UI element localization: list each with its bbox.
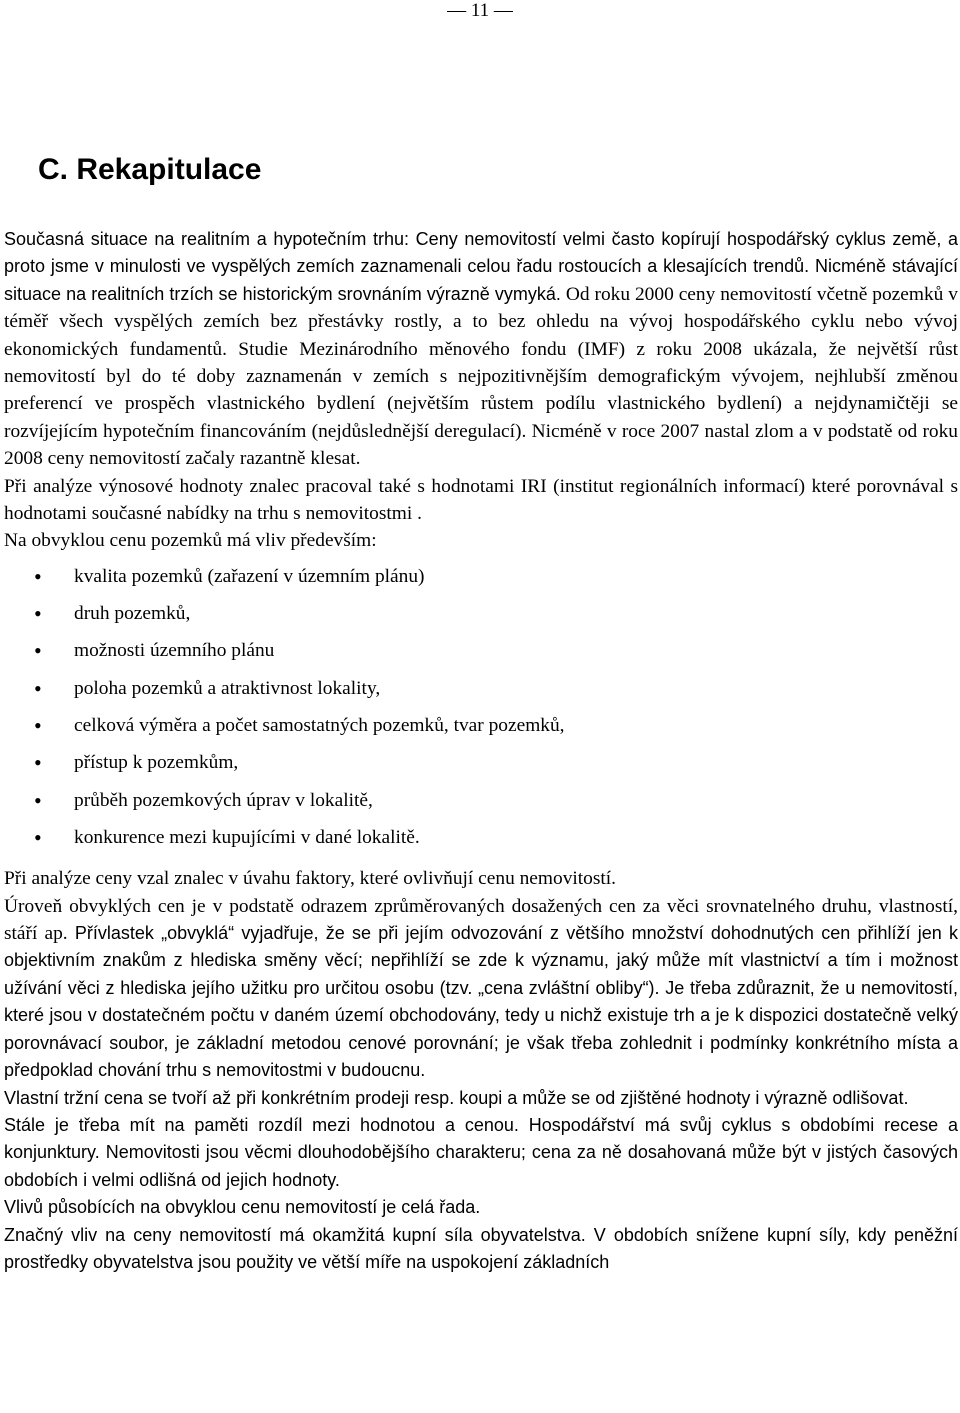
list-item: • možnosti územního plánu <box>4 635 958 672</box>
paragraph-usual-price-text: Úroveň obvyklých cen je v podstatě odrazem zprůměrovaných dosažených cen za věci srovnatelného druhu, vlastností, stáří ap. <box>4 895 958 945</box>
document-body <box>4 226 958 1276</box>
list-item: • kvalita pozemků (zařazení v územním plánu) <box>4 561 958 598</box>
list-item: • druh pozemků, <box>4 598 958 635</box>
list-item: • konkurence mezi kupujícími v dané lokalitě. <box>4 822 958 859</box>
paragraph-factors-intro: Na obvyklou cenu pozemků má vliv především: <box>4 530 377 552</box>
paragraph-price-growth-text: Od roku 2000 ceny nemovitostí včetně pozemků v téměř všech vyspělých zemích bez přestávky rostly, a to bez ohledu na vývoj hospodářského cyklu nebo vývoj ekonomických fundamentů. <box>4 283 958 360</box>
list-item: • celková výměra a počet samostatných pozemků, tvar pozemků, <box>4 710 958 747</box>
paragraph-imf-study-text: Studie Mezinárodního měnového fondu (IMF) z roku 2008 ukázala, že největší růst nemovitostí byl do té doby zaznamenán v zemích s nejpozitivnějším demografickým vývojem, nejhlubší změnou preferencí ve prospěch vlastnického bydlení (největším růstem podílu vlastnického bydlení) a nejdynamičtěji se rozvíjejícím hypotečním financováním (nejdůslednější deregulací). Nicméně v roce 2007 nastal zlom a v podstatě od roku 2008 ceny nemovitostí začaly razantně klesat. <box>4 338 959 470</box>
section-heading: C. Rekapitulace <box>38 153 262 186</box>
paragraph-market-price: Vlastní tržní cena se tvoří až při konkrétním prodeji resp. koupi a může se od zjištěné hodnoty i výrazně odlišovat. <box>4 1087 909 1108</box>
list-item: • průběh pozemkových úprav v lokalitě, <box>4 785 958 822</box>
paragraph-value-vs-price: Stále je třeba mít na paměti rozdíl mezi hodnotou a cenou. Hospodářství má svůj cyklus s obdobími recese a konjunktury. Nemovitosti jsou věcmi dlouhodobějšího charakteru; cena za ně dosahovaná může být v jistých časových obdobích i velmi odlišná od jejich hodnoty. <box>4 1114 958 1190</box>
paragraph-attribute-text: Přívlastek „obvyklá“ vyjadřuje, že se při jejím odvozování z většího množství dohodnutých cen přihlíží jen k objektivním znakům z hlediska směny věcí; nepřihlíží se zde k významu, jaký může mít vlastnictví a tím i možnost užívání věci z hlediska jejího užitku pro určitou osobu (tzv. „cena zvláštní obliby“). Je třeba zdůraznit, že u nemovitostí, které jsou v dostatečném počtu v daném území obchodovány, tedy u nichž existuje trh a je k dispozici dostatečně velký porovnávací soubor, je základní metodou cenové porovnání; je však třeba zohlednit i podmínky konkrétního místa a předpoklad chování trhu s nemovitostmi v budoucnu. <box>4 923 958 1081</box>
paragraph-current-situation <box>4 226 958 473</box>
paragraph-influences: Vlivů působících na obvyklou cenu nemovitostí je celá řada. <box>4 1197 481 1218</box>
paragraph-intro-text: Současná situace na realitním a hypotečním trhu: Ceny nemovitostí velmi často kopírují hospodářský cyklus země, a proto jsme v minulosti ve vyspělých zemích zaznamenali celou řadu rostoucích a klesajících trendů. Nicméně stávající situace na realitních trzích se historickým srovnáním výrazně vymyká. <box>4 229 958 304</box>
paragraph-usual-price-level <box>4 893 958 1085</box>
paragraph-yield-analysis: Při analýze výnosové hodnoty znalec pracoval také s hodnotami IRI (institut regionálních informací) které porovnával s hodnotami současné nabídky na trhu s nemovitostmi . <box>4 475 958 525</box>
list-item: • přístup k pozemkům, <box>4 747 958 784</box>
paragraph-price-analysis: Při analýze ceny vzal znalec v úvahu faktory, které ovlivňují cenu nemovitostí. <box>4 868 617 890</box>
list-item: • poloha pozemků a atraktivnost lokality, <box>4 673 958 710</box>
factors-list <box>4 561 958 859</box>
paragraph-purchasing-power: Značný vliv na ceny nemovitostí má okamžitá kupní síla obyvatelstva. V obdobích snížene kupní síly, kdy peněžní prostředky obyvatelstva jsou použity ve větší míře na uspokojení základních <box>4 1224 958 1272</box>
page-number: — 11 — <box>447 0 513 21</box>
